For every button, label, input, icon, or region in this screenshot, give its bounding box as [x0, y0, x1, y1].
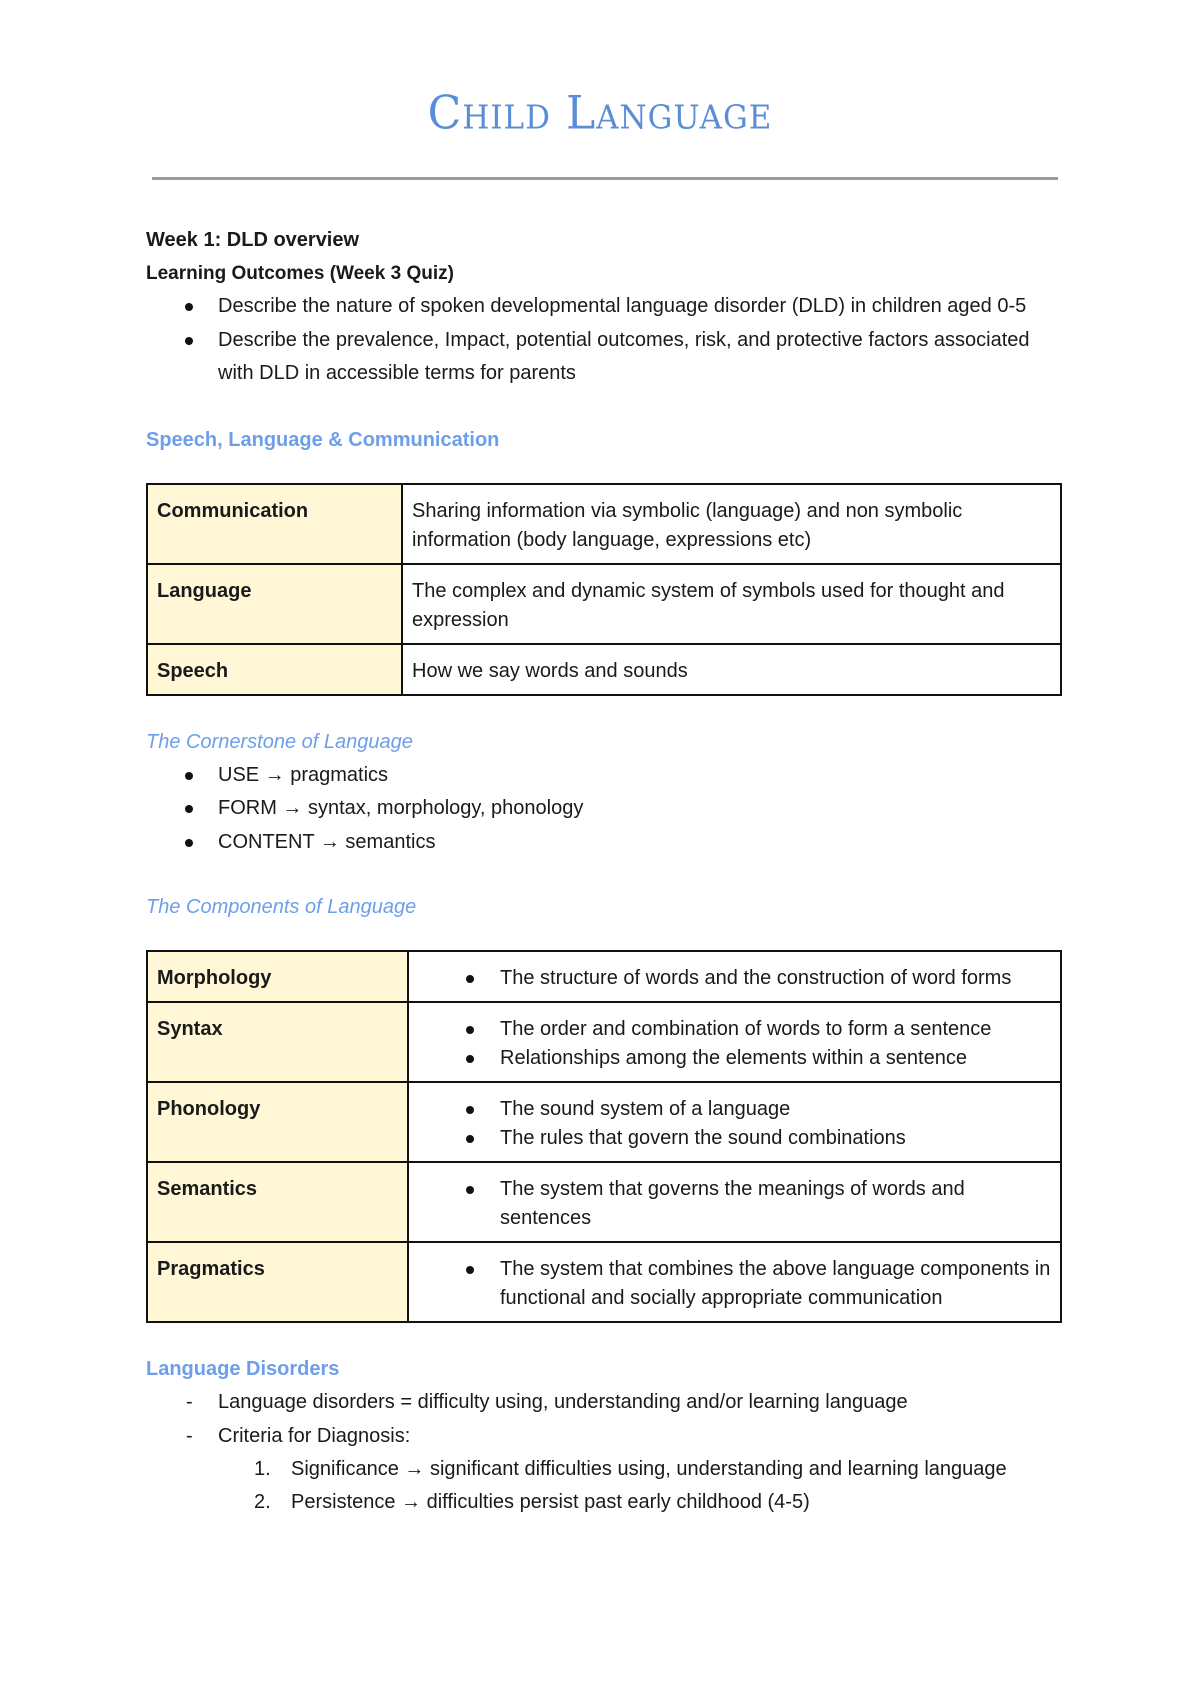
cornerstone-list [146, 759, 1066, 860]
disorders-heading: Language Disorders [146, 1358, 340, 1380]
dash-marker: - [186, 1424, 193, 1447]
list-item: The structure of words and the construction of word forms [418, 964, 1051, 993]
list-item: Describe the prevalence, Impact, potential outcomes, risk, and protective factors associated with DLD in accessible terms for parents [146, 324, 1066, 391]
list-item [146, 1486, 1066, 1519]
title-divider [152, 177, 1058, 180]
list-item: Relationships among the elements within a sentence [418, 1044, 1051, 1073]
table-term: Speech [147, 644, 402, 695]
table-row [147, 1162, 1061, 1242]
table-term: Morphology [147, 951, 408, 1002]
table-points [408, 1242, 1061, 1322]
table-term: Pragmatics [147, 1242, 408, 1322]
table-points [408, 1162, 1061, 1242]
outcomes-heading: Learning Outcomes (Week 3 Quiz) [146, 263, 454, 284]
table-row [147, 951, 1061, 1002]
table-term: Semantics [147, 1162, 408, 1242]
table-definition: Sharing information via symbolic (language) and non symbolic information (body language, expressions etc) [402, 484, 1061, 564]
table-points [408, 1082, 1061, 1162]
components-heading: The Components of Language [146, 896, 417, 918]
cornerstone-heading: The Cornerstone of Language [146, 730, 413, 753]
dash-marker: - [186, 1391, 193, 1413]
list-item [146, 1386, 1066, 1420]
list-item: CONTENT → semantics [146, 826, 1066, 860]
list-item: The system that governs the meanings of words and sentences [418, 1175, 1051, 1233]
week-heading: Week 1: DLD overview [146, 229, 360, 251]
outcomes-list [146, 290, 1066, 391]
criteria-list [146, 1453, 1066, 1519]
list-item: Describe the nature of spoken developmental language disorder (DLD) in children aged 0-5 [146, 290, 1066, 324]
disorders-list [146, 1386, 1066, 1453]
list-number: 1. [254, 1458, 271, 1480]
table-points [408, 951, 1061, 1002]
table-row [147, 644, 1061, 695]
table-term: Language [147, 564, 402, 644]
table-definition: The complex and dynamic system of symbols used for thought and expression [402, 564, 1061, 644]
list-item: The rules that govern the sound combinations [418, 1124, 1051, 1153]
list-item-text: Language disorders = difficulty using, understanding and/or learning language [218, 1391, 908, 1413]
list-item: FORM → syntax, morphology, phonology [146, 792, 1066, 826]
document-title: Child Language [427, 86, 773, 141]
list-item [146, 1453, 1066, 1486]
table-definition: How we say words and sounds [402, 644, 1061, 695]
list-item: The order and combination of words to form a sentence [418, 1015, 1051, 1044]
list-number: 2. [254, 1491, 271, 1513]
table-term: Phonology [147, 1082, 408, 1162]
list-item: USE → pragmatics [146, 759, 1066, 793]
table-points [408, 1002, 1061, 1082]
table-row [147, 1242, 1061, 1322]
list-item-text: Criteria for Diagnosis: [218, 1424, 411, 1447]
table-row [147, 484, 1061, 564]
table-term: Syntax [147, 1002, 408, 1082]
components-table [146, 950, 1062, 1323]
slc-table [146, 483, 1062, 696]
table-row [147, 1002, 1061, 1082]
table-row [147, 1082, 1061, 1162]
table-term: Communication [147, 484, 402, 564]
list-item [146, 1420, 1066, 1454]
list-item-text: Persistence → difficulties persist past early childhood (4-5) [291, 1491, 810, 1513]
document-body [146, 224, 1066, 1519]
list-item-text: Significance → significant difficulties using, understanding and learning language [291, 1458, 1007, 1480]
slc-heading: Speech, Language & Communication [146, 428, 500, 451]
table-row [147, 564, 1061, 644]
list-item: The sound system of a language [418, 1095, 1051, 1124]
list-item: The system that combines the above language components in functional and socially appropriate communication [418, 1255, 1051, 1313]
